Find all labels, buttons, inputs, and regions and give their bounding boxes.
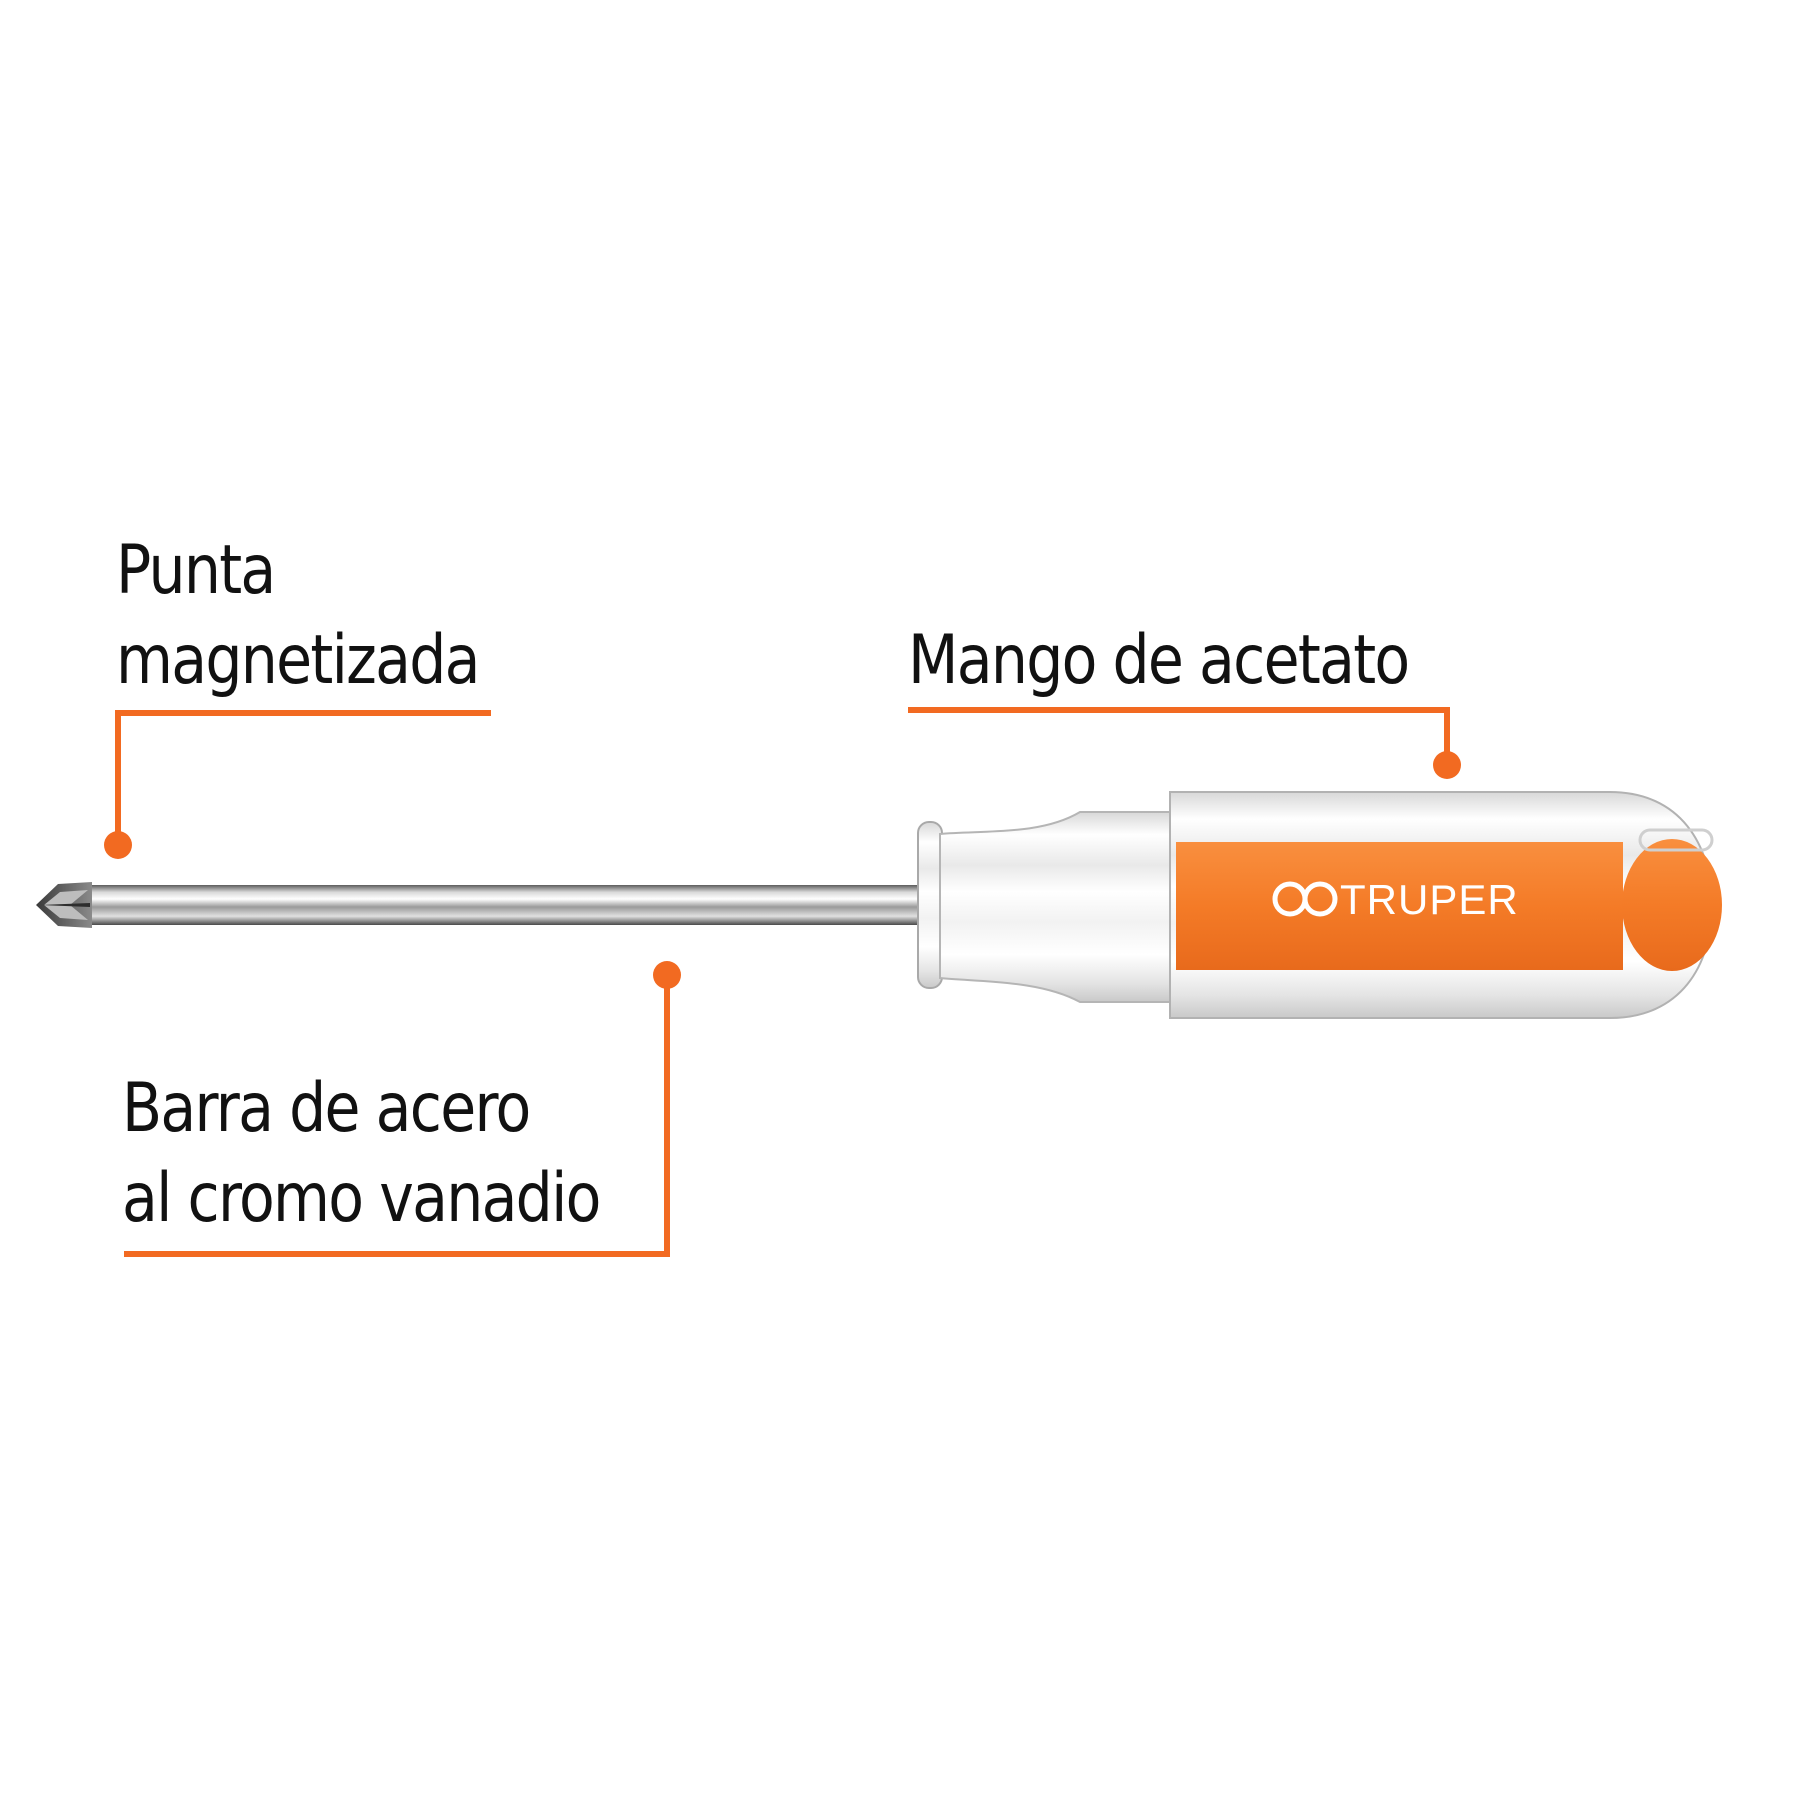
callout-tip-line-1: Punta [116,531,275,610]
callout-handle-leader [908,710,1461,779]
screwdriver [36,792,1722,1018]
handle-end-cap [1622,839,1722,971]
phillips-tip [36,882,92,928]
brand-name: TRUPER [1340,876,1519,923]
callout-handle-line-1: Mango de acetato [908,621,1409,700]
callout-tip-line-2: magnetizada [116,621,479,700]
handle-neck [940,812,1182,1002]
callout-label-tip [116,526,479,706]
steel-shaft [82,885,944,925]
callout-tip-leader [104,713,491,859]
callout-label-handle [908,616,1408,706]
callout-shaft-line-2: al cromo vanadio [122,1159,600,1238]
callout-shaft-line-1: Barra de acero [122,1069,530,1148]
collar [918,822,942,988]
callout-label-shaft [122,1064,600,1244]
